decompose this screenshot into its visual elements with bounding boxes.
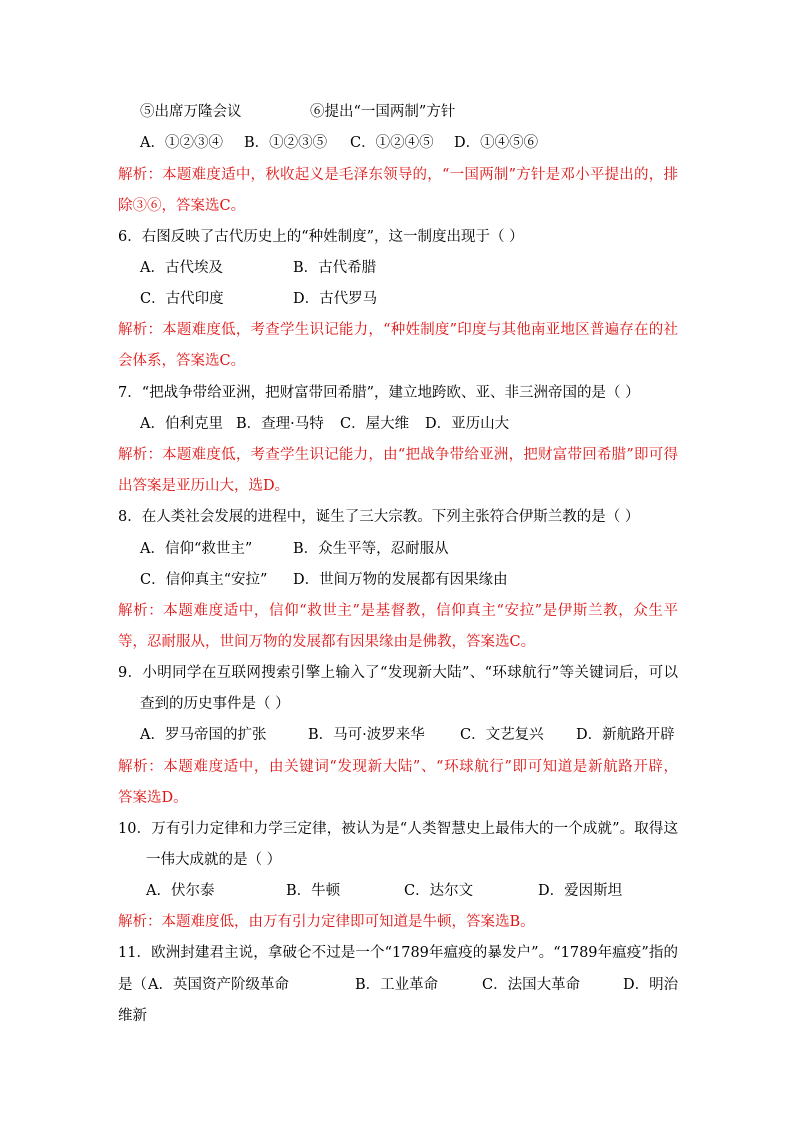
q10-choices — [146, 878, 706, 904]
q11-line-3: 维新 — [118, 1008, 147, 1024]
q8-stem: 8．在人类社会发展的进程中，诞生了三大宗教。下列主张符合伊斯兰教的是（ ） — [118, 509, 640, 525]
q11-stem: 11．欧洲封建君主说，拿破仑不过是一个“1789年瘟疫的暴发户”。“1789年瘟疫”指的 — [118, 945, 678, 961]
q11-choice-c: C．法国大革命 — [482, 977, 581, 993]
q10-analysis: 解析：本题难度低，由万有引力定律即可知道是牛顿，答案选B。 — [118, 914, 535, 930]
q10-choice-d: D．爱因斯坦 — [538, 883, 623, 899]
q5-choice-c: C．①②④⑤ — [350, 135, 434, 151]
q9-choice-d: D．新航路开辟 — [576, 727, 675, 743]
q9-stem-line-2: 查到的历史事件是（ ） — [140, 696, 290, 712]
q7-choice-a: A．伯利克里 — [140, 416, 223, 432]
q6-choice-b: B．古代希腊 — [293, 260, 377, 276]
q6-choices-row-1 — [140, 255, 700, 281]
q11-choice-b: B．工业革命 — [355, 977, 439, 993]
q10-choice-a: A．伏尔泰 — [146, 883, 215, 899]
q11-choices — [118, 972, 678, 998]
q8-choice-c: C．信仰真主“安拉” — [140, 572, 268, 588]
q10-choice-c: C．达尔文 — [404, 883, 474, 899]
q5-choice-b: B．①②③⑤ — [244, 135, 328, 151]
q8-choice-a: A．信仰“救世主” — [140, 541, 253, 557]
q8-choices-row-2 — [140, 567, 700, 593]
q6-choice-c: C．古代印度 — [140, 291, 224, 307]
q8-analysis-line-1: 解析：本题难度适中，信仰“救世主”是基督教，信仰真主“安拉”是伊斯兰教，众生平 — [118, 603, 678, 619]
q8-choice-d: D．世间万物的发展都有因果缘由 — [293, 572, 508, 588]
q5-option-6: ⑥提出“一国两制”方针 — [310, 104, 456, 120]
q9-stem-line-1: 9．小明同学在互联网搜索引擎上输入了“发现新大陆”、“环球航行”等关键词后，可以 — [118, 665, 678, 681]
q7-choice-b: B．查理·马特 — [236, 416, 324, 432]
q10-stem-line-1: 10．万有引力定律和力学三定律，被认为是“人类智慧史上最伟大的一个成就”。取得这 — [118, 821, 678, 837]
q6-analysis-line-1: 解析：本题难度低，考查学生识记能力，“种姓制度”印度与其他南亚地区普遍存在的社 — [118, 322, 678, 338]
q11-stem-cont: 是（ — [118, 977, 147, 993]
q5-options-line — [140, 99, 700, 125]
q5-analysis-line-1: 解析：本题难度适中，秋收起义是毛泽东领导的，“一国两制”方针是邓小平提出的，排 — [118, 167, 678, 183]
q10-choice-b: B．牛顿 — [286, 883, 341, 899]
q9-choice-c: C．文艺复兴 — [460, 727, 544, 743]
q6-choice-a: A．古代埃及 — [140, 260, 223, 276]
q7-analysis-line-1: 解析：本题难度低，考查学生识记能力，由“把战争带给亚洲，把财富带回希腊”即可得 — [118, 447, 678, 463]
q10-stem-line-2: 一伟大成就的是（ ） — [146, 852, 282, 868]
q9-analysis-line-2: 答案选D。 — [118, 790, 188, 806]
q5-option-5: ⑤出席万隆会议 — [140, 104, 242, 120]
q5-choice-d: D．①④⑤⑥ — [454, 135, 539, 151]
q5-choices — [140, 130, 700, 156]
q9-choice-a: A．罗马帝国的扩张 — [140, 727, 267, 743]
q8-choice-b: B．众生平等，忍耐服从 — [293, 541, 449, 557]
q7-analysis-line-2: 出答案是亚历山大，选D。 — [118, 478, 290, 494]
q9-analysis-line-1: 解析：本题难度适中，由关键词“发现新大陆”、“环球航行”即可知道是新航路开辟， — [118, 759, 678, 775]
q9-choices — [140, 722, 700, 748]
q7-choices — [140, 411, 700, 437]
q11-choice-d: D．明治 — [623, 977, 679, 993]
q8-analysis-line-2: 等，忍耐服从，世间万物的发展都有因果缘由是佛教，答案选C。 — [118, 634, 536, 650]
q7-choice-c: C．屋大维 — [340, 416, 410, 432]
q6-choices-row-2 — [140, 286, 700, 312]
q5-choice-a: A．①②③④ — [140, 135, 223, 151]
q11-choice-a: A．英国资产阶级革命 — [148, 977, 289, 993]
q7-stem: 7．“把战争带给亚洲，把财富带回希腊”，建立地跨欧、亚、非三洲帝国的是（ ） — [118, 385, 640, 401]
q6-analysis-line-2: 会体系，答案选C。 — [118, 353, 246, 369]
q7-choice-d: D．亚历山大 — [425, 416, 510, 432]
q8-choices-row-1 — [140, 536, 700, 562]
q6-stem: 6．右图反映了古代历史上的“种姓制度”，这一制度出现于（ ） — [118, 229, 524, 245]
q5-analysis-line-2: 除③⑥，答案选C。 — [118, 198, 246, 214]
q6-choice-d: D．古代罗马 — [293, 291, 378, 307]
q9-choice-b: B．马可·波罗来华 — [308, 727, 425, 743]
